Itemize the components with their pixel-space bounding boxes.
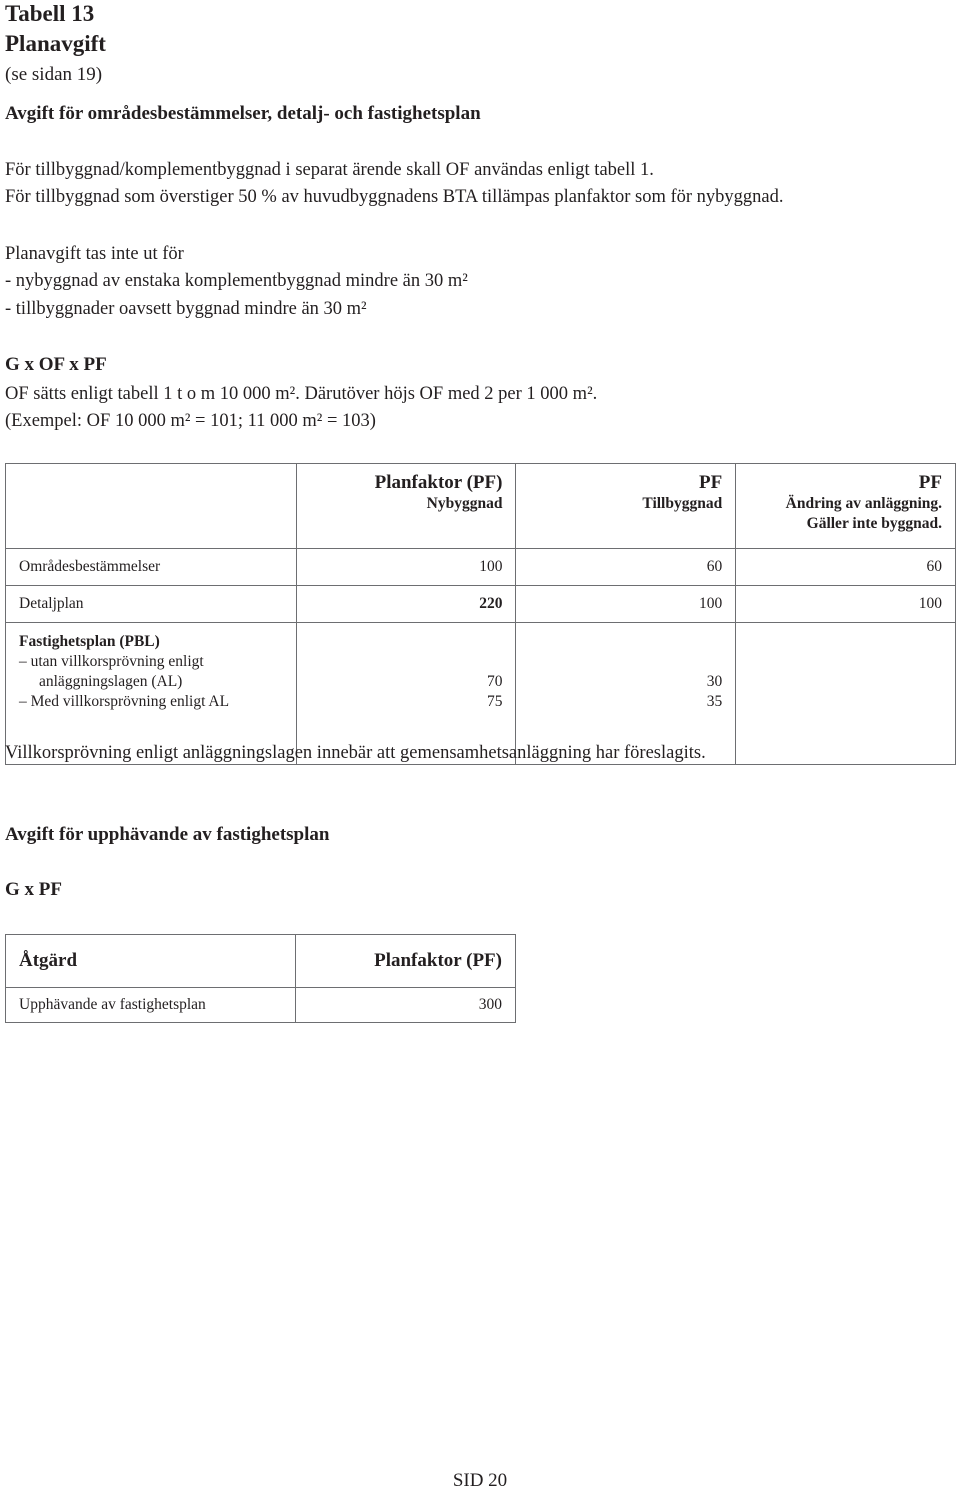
- column-header: [296, 464, 516, 549]
- row-label: Detaljplan: [6, 586, 297, 623]
- section-heading-area-plans: Avgift för områdesbestämmelser, detalj- och fastighetsplan: [5, 103, 481, 124]
- repeal-table: [5, 934, 516, 1023]
- row-label: Områdesbestämmelser: [6, 549, 297, 586]
- column-subtitle: Gäller inte byggnad.: [806, 515, 942, 532]
- column-header: [736, 464, 956, 549]
- paragraph-line: (Exempel: OF 10 000 m² = 101; 11 000 m² = 103): [5, 411, 376, 431]
- page-title: Planavgift: [5, 31, 106, 56]
- cell-value: 30: [706, 673, 723, 690]
- table-header-row: [6, 935, 516, 988]
- table-row: [6, 988, 516, 1023]
- table-cell: 60: [736, 549, 956, 586]
- table-title: Tabell 13: [5, 1, 95, 26]
- page-reference: (se sidan 19): [5, 64, 103, 85]
- table-row: [6, 586, 956, 623]
- cell-value: 35: [706, 693, 723, 710]
- column-header: Planfaktor (PF): [296, 935, 516, 988]
- row-sub-label: anläggningslagen (AL): [39, 673, 183, 690]
- table-header-row: [6, 464, 956, 549]
- fee-formula: G x PF: [5, 879, 62, 900]
- table-row: [6, 549, 956, 586]
- paragraph-line: För tillbyggnad som överstiger 50 % av huvudbyggnadens BTA tillämpas planfaktor som för nybyggnad.: [5, 187, 784, 207]
- column-subtitle: Nybyggnad: [426, 495, 503, 512]
- page-number: SID 20: [452, 1470, 508, 1491]
- row-sub-label: – Med villkorsprövning enligt AL: [19, 693, 230, 710]
- table-cell: 300: [296, 988, 516, 1023]
- list-item: - nybyggnad av enstaka komplementbyggnad mindre än 30 m²: [5, 271, 468, 291]
- table-cell: 100: [296, 549, 516, 586]
- planfaktor-table: [5, 463, 956, 765]
- cell-value: 70: [486, 673, 503, 690]
- fee-formula: G x OF x PF: [5, 354, 107, 375]
- column-subtitle: Tillbyggnad: [642, 495, 723, 512]
- cell-value: 75: [486, 693, 503, 710]
- table-corner-cell: [6, 464, 297, 549]
- column-title: PF: [699, 472, 723, 493]
- list-item: - tillbyggnader oavsett byggnad mindre än 30 m²: [5, 299, 367, 319]
- paragraph-line: OF sätts enligt tabell 1 t o m 10 000 m². Därutöver höjs OF med 2 per 1 000 m².: [5, 384, 598, 404]
- table-cell: 60: [516, 549, 736, 586]
- paragraph-line: För tillbyggnad/komplementbyggnad i separat ärende skall OF användas enligt tabell 1.: [5, 160, 654, 180]
- table-cell: 100: [736, 586, 956, 623]
- paragraph-line: Planavgift tas inte ut för: [5, 244, 184, 264]
- row-label: Fastighetsplan (PBL): [19, 633, 160, 650]
- column-subtitle: Ändring av anläggning.: [785, 495, 942, 512]
- table-cell: [736, 623, 956, 765]
- column-header: Åtgärd: [6, 935, 296, 988]
- column-header: [516, 464, 736, 549]
- table-note: Villkorsprövning enligt anläggningslagen innebär att gemensamhetsanläggning har föreslagits.: [5, 743, 706, 763]
- column-title: Planfaktor (PF): [374, 472, 503, 493]
- row-sub-label: – utan villkorsprövning enligt: [19, 653, 204, 670]
- table-cell: 220: [296, 586, 516, 623]
- table-cell: 100: [516, 586, 736, 623]
- row-label: Upphävande av fastighetsplan: [6, 988, 296, 1023]
- section-heading-repeal: Avgift för upphävande av fastighetsplan: [5, 824, 330, 845]
- column-title: PF: [918, 472, 942, 493]
